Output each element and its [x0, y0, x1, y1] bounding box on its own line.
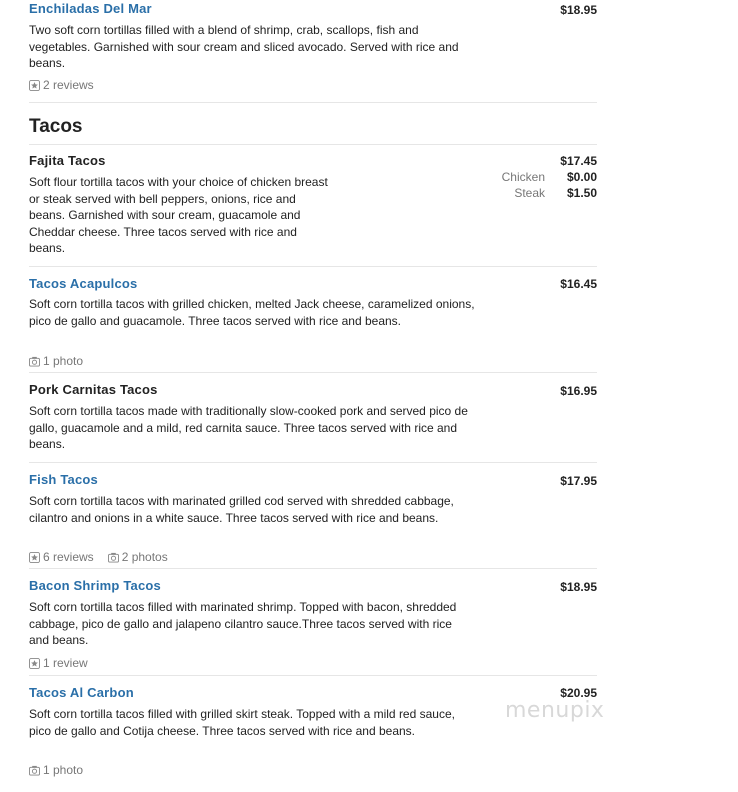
camera-icon	[29, 356, 40, 367]
item-description: Soft flour tortilla tacos with your choice of chicken breast or steak served with bell peppers, onions, rice and beans. Garnished with sour cream, guacamole and Cheddar cheese. Three tacos served with rice and beans.	[29, 175, 328, 255]
menu-item-tacos-acapulcos	[29, 266, 597, 373]
item-description: Soft corn tortilla tacos with grilled chicken, melted Jack cheese, caramelized onions, pico de gallo and guacamole. Three tacos served with rice and beans.	[29, 297, 475, 328]
photos-count: 2 photos	[121, 550, 168, 564]
item-description: Two soft corn tortillas filled with a blend of shrimp, crab, scallops, fish and vegetables. Garnished with sour cream and sliced avocado. Served with rice and beans.	[29, 23, 459, 70]
item-price: $16.95	[560, 384, 597, 398]
item-price: $17.95	[560, 474, 597, 488]
option-row	[502, 169, 597, 185]
item-name: Fajita Tacos	[29, 153, 106, 168]
item-description: Soft corn tortilla tacos filled with grilled skirt steak. Topped with a mild red sauce, pico de gallo and Cotija cheese. Three tacos served with rice and beans.	[29, 707, 455, 738]
review-star-icon	[29, 80, 40, 91]
item-price: $20.95	[560, 686, 597, 700]
menu-item-fish-tacos	[29, 462, 597, 569]
photos-link[interactable]	[29, 354, 83, 368]
photos-count: 1 photo	[43, 763, 84, 777]
reviews-link[interactable]	[29, 550, 94, 564]
watermark: menupix	[505, 698, 605, 723]
item-meta	[29, 550, 168, 564]
reviews-count: 1 review	[43, 656, 88, 670]
review-star-icon	[29, 552, 40, 563]
item-description: Soft corn tortilla tacos filled with marinated shrimp. Topped with bacon, shredded cabbage, pico de gallo and jalapeno cilantro sauce.Three tacos served with rice and beans.	[29, 600, 457, 647]
item-name-link[interactable]: Tacos Al Carbon	[29, 685, 134, 700]
reviews-link[interactable]	[29, 78, 94, 92]
menu-item-enchiladas-del-mar	[29, 0, 597, 103]
menu-item-bacon-shrimp-tacos	[29, 568, 597, 676]
option-name: Chicken	[501, 170, 545, 184]
photos-link[interactable]	[29, 763, 83, 777]
menu-item-fajita-tacos	[29, 144, 597, 267]
option-name: Steak	[514, 186, 545, 200]
item-price: $18.95	[560, 580, 597, 594]
menu-item-pork-carnitas-tacos	[29, 372, 597, 463]
item-meta	[29, 763, 83, 777]
camera-icon	[29, 765, 40, 776]
item-name-link[interactable]: Tacos Acapulcos	[29, 276, 138, 291]
item-description: Soft corn tortilla tacos made with traditionally slow-cooked pork and served pico de gallo, guacamole and a mild, red carnita sauce. Three tacos served with rice and beans.	[29, 404, 468, 451]
item-price: $16.45	[560, 277, 597, 291]
item-name: Pork Carnitas Tacos	[29, 382, 158, 397]
menu-item-tacos-al-carbon	[29, 675, 597, 785]
item-price: $18.95	[560, 3, 597, 17]
item-description: Soft corn tortilla tacos with marinated grilled cod served with shredded cabbage, cilantro and onions in a white sauce. Three tacos served with rice and beans.	[29, 494, 454, 525]
item-meta	[29, 656, 88, 670]
item-price: $17.45	[560, 154, 597, 168]
item-meta	[29, 354, 83, 368]
option-row	[502, 185, 597, 201]
item-name-link[interactable]: Enchiladas Del Mar	[29, 1, 152, 16]
item-meta	[29, 78, 94, 92]
section-title: Tacos	[29, 116, 83, 137]
option-price: $1.50	[566, 186, 597, 200]
photos-link[interactable]	[108, 550, 168, 564]
reviews-count: 2 reviews	[43, 78, 94, 92]
reviews-link[interactable]	[29, 656, 88, 670]
section-tacos	[29, 102, 597, 145]
reviews-count: 6 reviews	[43, 550, 94, 564]
option-price: $0.00	[566, 170, 597, 184]
photos-count: 1 photo	[43, 354, 84, 368]
item-name-link[interactable]: Bacon Shrimp Tacos	[29, 578, 161, 593]
camera-icon	[108, 552, 119, 563]
item-name-link[interactable]: Fish Tacos	[29, 472, 98, 487]
review-star-icon	[29, 658, 40, 669]
item-options	[502, 169, 597, 201]
